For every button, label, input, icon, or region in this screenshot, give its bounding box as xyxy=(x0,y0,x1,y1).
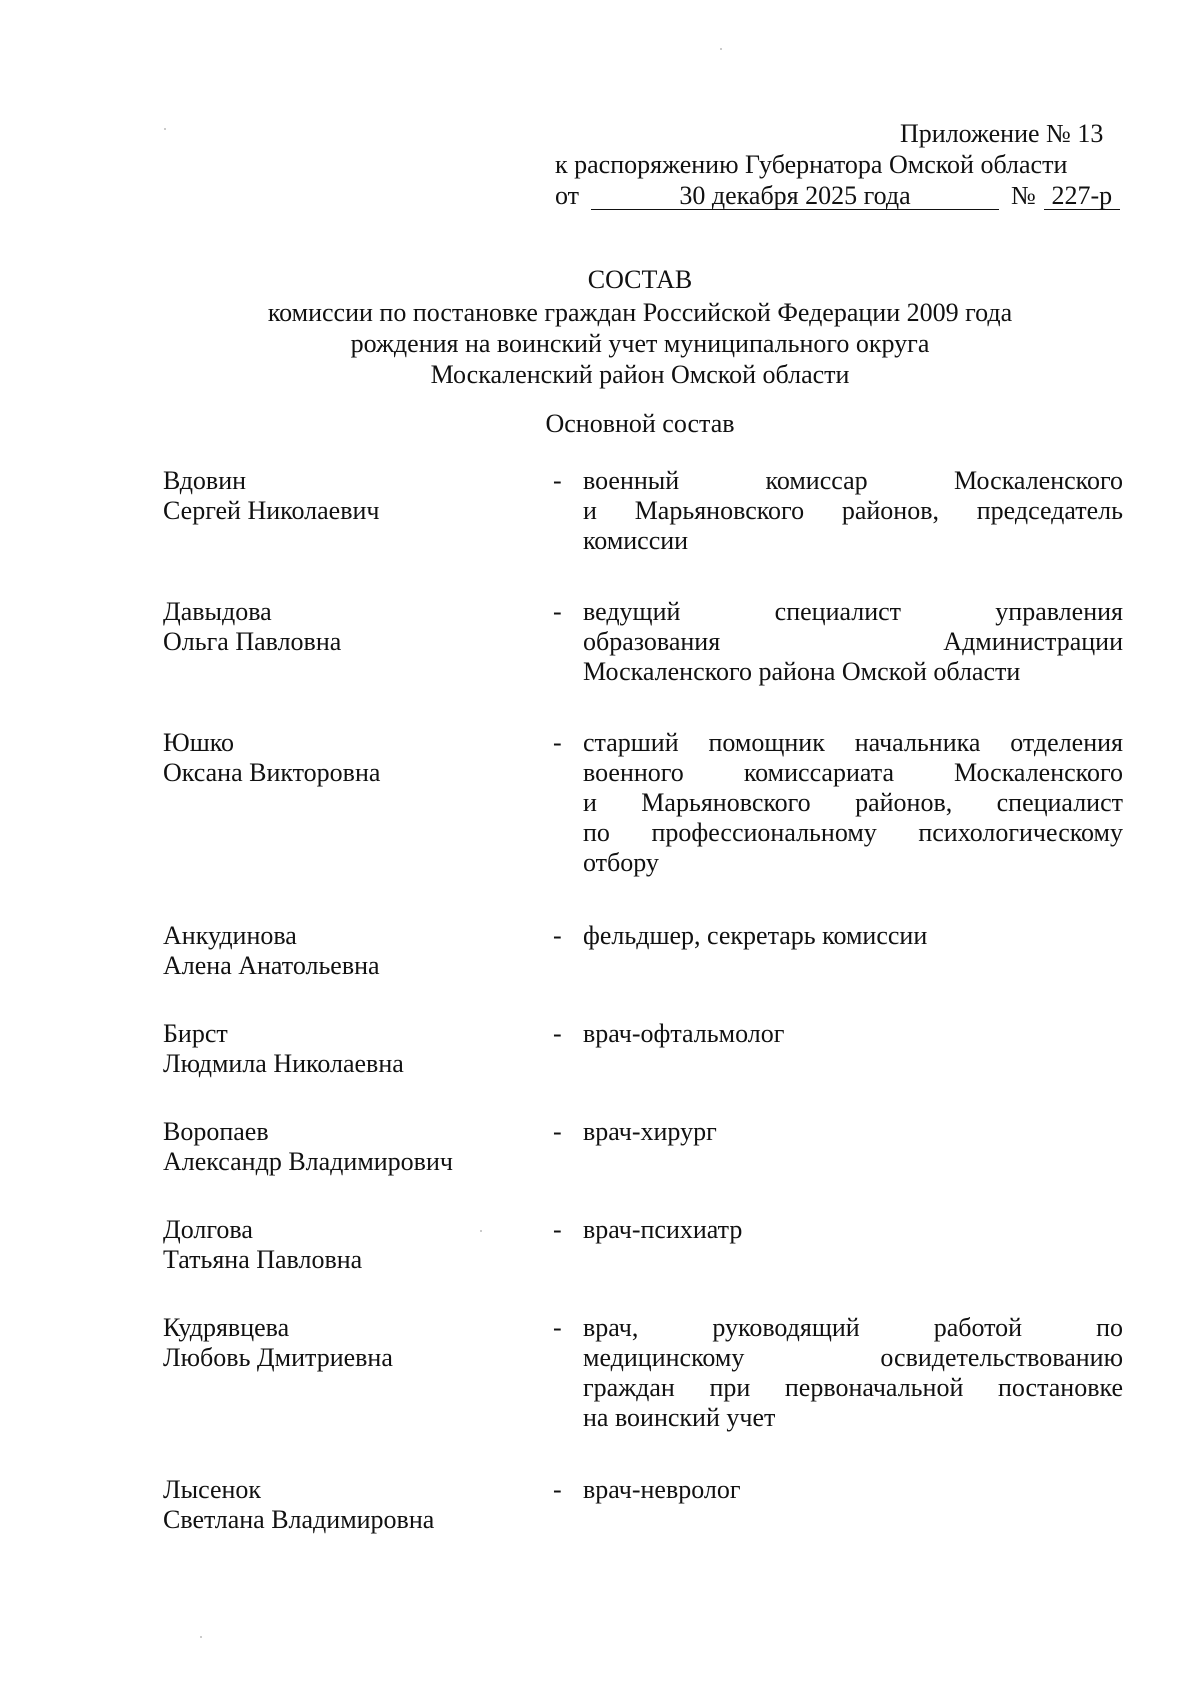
member-surname: Юшко xyxy=(163,728,235,757)
member-role xyxy=(583,1117,1123,1147)
number-prefix: № xyxy=(1011,181,1036,210)
member-role-line: по профессиональному психологическому xyxy=(583,818,1123,847)
member-surname: Анкудинова xyxy=(163,921,297,950)
member-role-line: врач-невролог xyxy=(583,1475,741,1504)
scan-speck xyxy=(200,1636,202,1638)
member-row xyxy=(163,466,1123,555)
member-surname: Долгова xyxy=(163,1215,253,1244)
member-dash: - xyxy=(553,1215,562,1244)
member-role-line: фельдшер, секретарь комиссии xyxy=(583,921,928,950)
member-role-line: врач-офтальмолог xyxy=(583,1019,785,1048)
member-surname: Бирст xyxy=(163,1019,228,1048)
member-role xyxy=(583,1313,1123,1433)
member-surname: Кудрявцева xyxy=(163,1313,290,1342)
member-role-line: военного комиссариата Москаленского xyxy=(583,758,1123,787)
member-dash: - xyxy=(553,1117,562,1146)
appendix-title: Приложение № 13 xyxy=(900,119,1104,148)
member-dash: - xyxy=(553,1475,562,1504)
member-name xyxy=(163,1117,543,1177)
scan-speck xyxy=(720,48,722,50)
member-row xyxy=(163,921,1123,981)
member-name xyxy=(163,1313,543,1373)
member-role xyxy=(583,466,1123,556)
title-line-3: Москаленский район Омской области xyxy=(430,360,850,389)
number-value: 227-р xyxy=(1044,183,1120,210)
member-role xyxy=(583,921,1123,951)
date-prefix: от xyxy=(555,181,580,210)
appendix-reference: к распоряжению Губернатора Омской области xyxy=(555,150,1068,179)
member-role-line: врач-психиатр xyxy=(583,1215,743,1244)
member-role-line: отбору xyxy=(583,848,659,877)
member-role xyxy=(583,1215,1123,1245)
member-role-line: граждан при первоначальной постановке xyxy=(583,1373,1123,1402)
date-value: 30 декабря 2025 года xyxy=(591,183,999,210)
member-dash: - xyxy=(553,1019,562,1048)
member-role-line: комиссии xyxy=(583,526,689,555)
member-dash: - xyxy=(553,728,562,757)
member-given-names: Светлана Владимировна xyxy=(163,1505,435,1534)
member-role-line: медицинскому освидетельствованию xyxy=(583,1343,1123,1372)
member-row xyxy=(163,1019,1123,1079)
member-given-names: Оксана Викторовна xyxy=(163,758,381,787)
member-role-line: ведущий специалист управления xyxy=(583,597,1123,626)
member-given-names: Сергей Николаевич xyxy=(163,496,380,525)
scan-speck xyxy=(480,1230,482,1232)
title-line-1: комиссии по постановке граждан Российской Федерации 2009 года xyxy=(267,298,1013,327)
member-dash: - xyxy=(553,597,562,626)
member-role-line: Москаленского района Омской области xyxy=(583,657,1021,686)
member-surname: Давыдова xyxy=(163,597,272,626)
member-role xyxy=(583,728,1123,878)
section-title: Основной состав xyxy=(545,409,735,438)
member-name xyxy=(163,597,543,657)
member-role-line: старший помощник начальника отделения xyxy=(583,728,1123,757)
member-role-line: образования Администрации xyxy=(583,627,1123,656)
member-given-names: Ольга Павловна xyxy=(163,627,342,656)
member-role xyxy=(583,1475,1123,1505)
document-title xyxy=(120,264,1160,390)
member-role xyxy=(583,1019,1123,1049)
member-given-names: Любовь Дмитриевна xyxy=(163,1343,393,1372)
member-role-line: врач-хирург xyxy=(583,1117,717,1146)
member-role xyxy=(583,597,1123,687)
member-name xyxy=(163,466,543,526)
member-name xyxy=(163,921,543,981)
member-role-line: и Марьяновского районов, специалист xyxy=(583,788,1123,817)
member-row xyxy=(163,1215,1123,1275)
appendix-date-line xyxy=(555,180,1155,211)
member-row xyxy=(163,597,1123,686)
member-given-names: Александр Владимирович xyxy=(163,1147,453,1176)
member-name xyxy=(163,728,543,788)
member-surname: Вдовин xyxy=(163,466,247,495)
member-row xyxy=(163,1475,1123,1535)
member-name xyxy=(163,1475,543,1535)
member-name xyxy=(163,1019,543,1079)
scan-speck xyxy=(164,128,166,130)
member-row xyxy=(163,1313,1123,1432)
member-role-line: и Марьяновского районов, председатель xyxy=(583,496,1123,525)
title-line-2: рождения на воинский учет муниципального округа xyxy=(350,329,930,358)
member-role-line: военный комиссар Москаленского xyxy=(583,466,1123,495)
member-given-names: Людмила Николаевна xyxy=(163,1049,404,1078)
member-surname: Лысенок xyxy=(163,1475,262,1504)
member-role-line: на воинский учет xyxy=(583,1403,776,1432)
member-name xyxy=(163,1215,543,1275)
member-surname: Воропаев xyxy=(163,1117,269,1146)
member-dash: - xyxy=(553,1313,562,1342)
member-role-line: врач, руководящий работой по xyxy=(583,1313,1123,1342)
member-row xyxy=(163,728,1123,877)
member-dash: - xyxy=(553,921,562,950)
title-heading: СОСТАВ xyxy=(587,265,693,294)
member-dash: - xyxy=(553,466,562,495)
member-row xyxy=(163,1117,1123,1177)
member-given-names: Татьяна Павловна xyxy=(163,1245,363,1274)
member-given-names: Алена Анатольевна xyxy=(163,951,380,980)
